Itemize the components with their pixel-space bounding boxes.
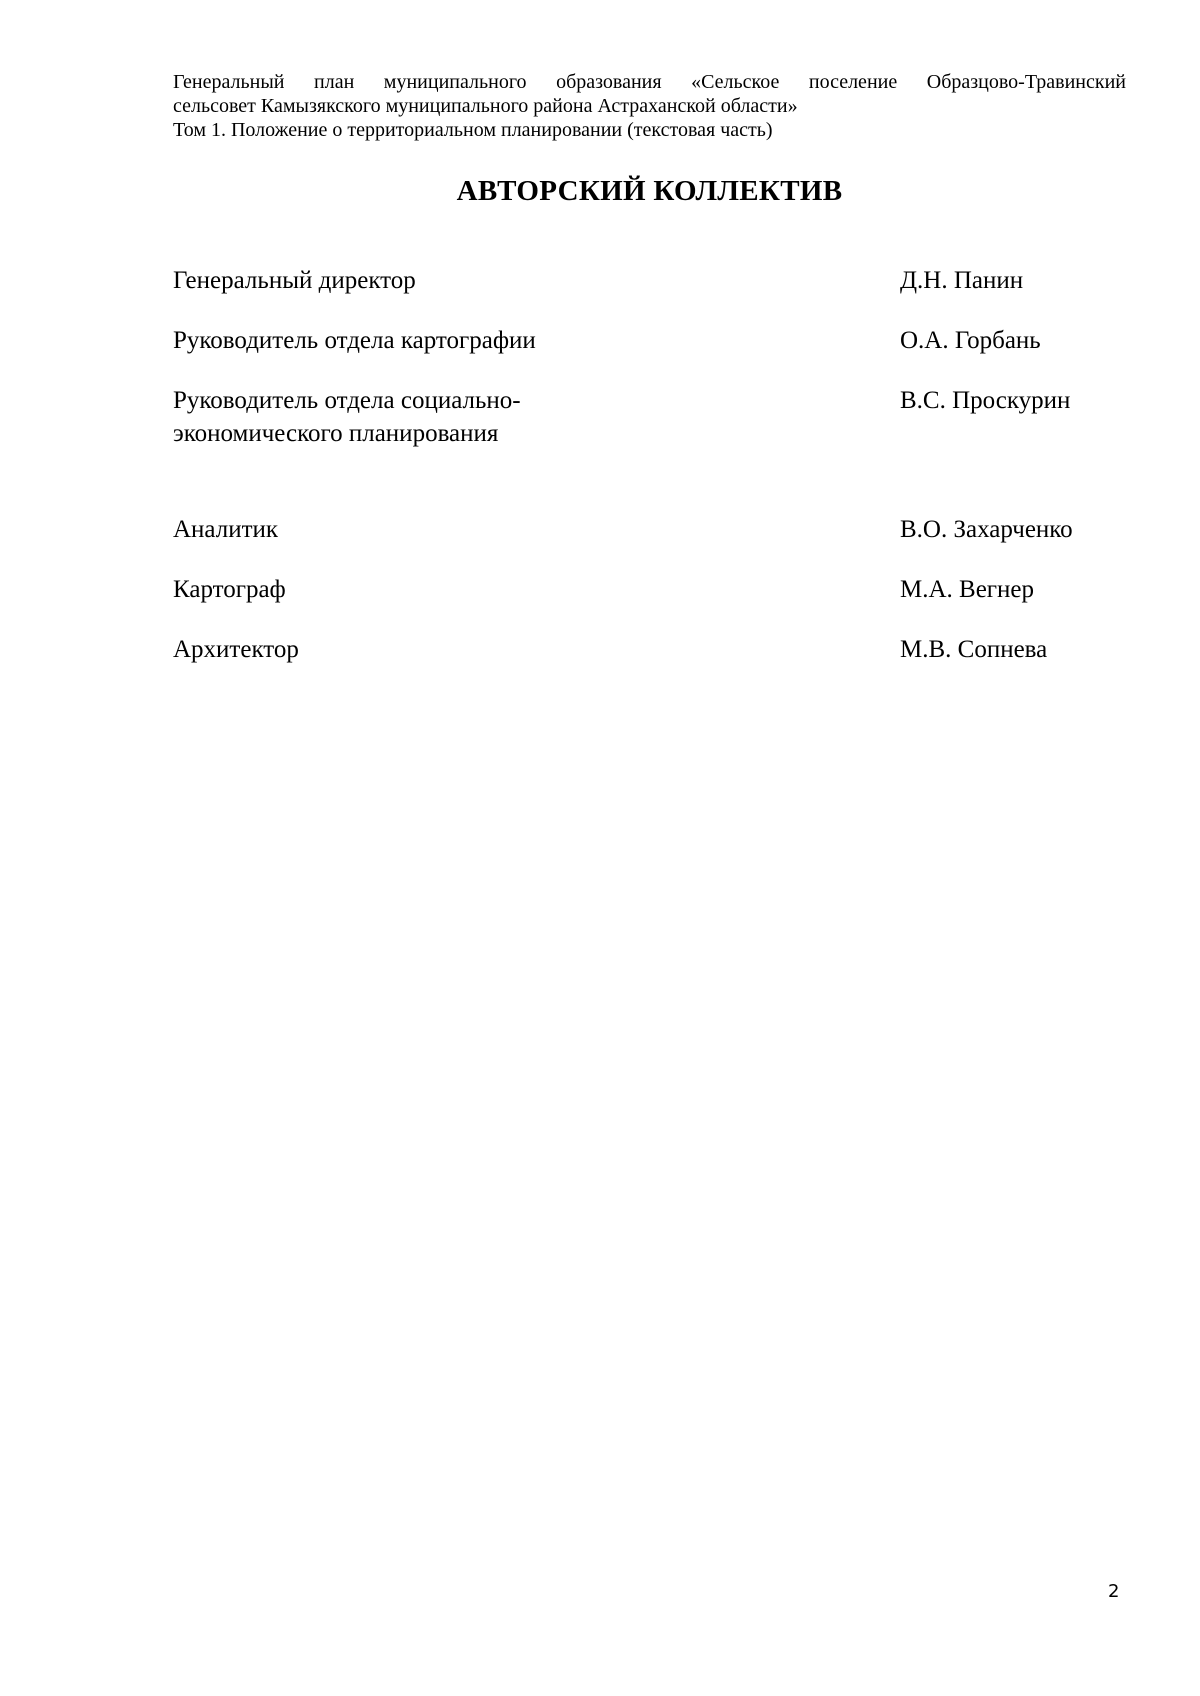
- team-role: Аналитик: [173, 516, 279, 543]
- header-line-2: сельсовет Камызякского муниципального района Астраханской области»: [173, 95, 798, 117]
- team-name: О.А. Горбань: [900, 327, 1041, 354]
- team-role: Руководитель отдела картографии: [173, 327, 536, 354]
- team-role: Картограф: [173, 576, 286, 603]
- team-role: Архитектор: [173, 636, 299, 663]
- page-number: 2: [1108, 1581, 1120, 1602]
- page-title: АВТОРСКИЙ КОЛЛЕКТИВ: [456, 175, 843, 207]
- header-line-3: Том 1. Положение о территориальном планировании (текстовая часть): [173, 119, 773, 141]
- team-name: В.С. Проскурин: [900, 387, 1071, 414]
- team-name: В.О. Захарченко: [900, 516, 1073, 543]
- team-role-line: экономического планирования: [173, 420, 499, 447]
- team-role: Генеральный директор: [173, 267, 416, 294]
- running-header: [173, 70, 1126, 142]
- team-role-multiline: [173, 384, 733, 450]
- header-line-1: Генеральный план муниципального образования «Сельское поселение Образцово-Травинский: [173, 71, 1126, 93]
- team-role-line: Руководитель отдела социально-: [173, 387, 521, 414]
- team-name: М.А. Вегнер: [900, 576, 1035, 603]
- team-name: Д.Н. Панин: [900, 267, 1024, 294]
- team-name: М.В. Сопнева: [900, 636, 1048, 663]
